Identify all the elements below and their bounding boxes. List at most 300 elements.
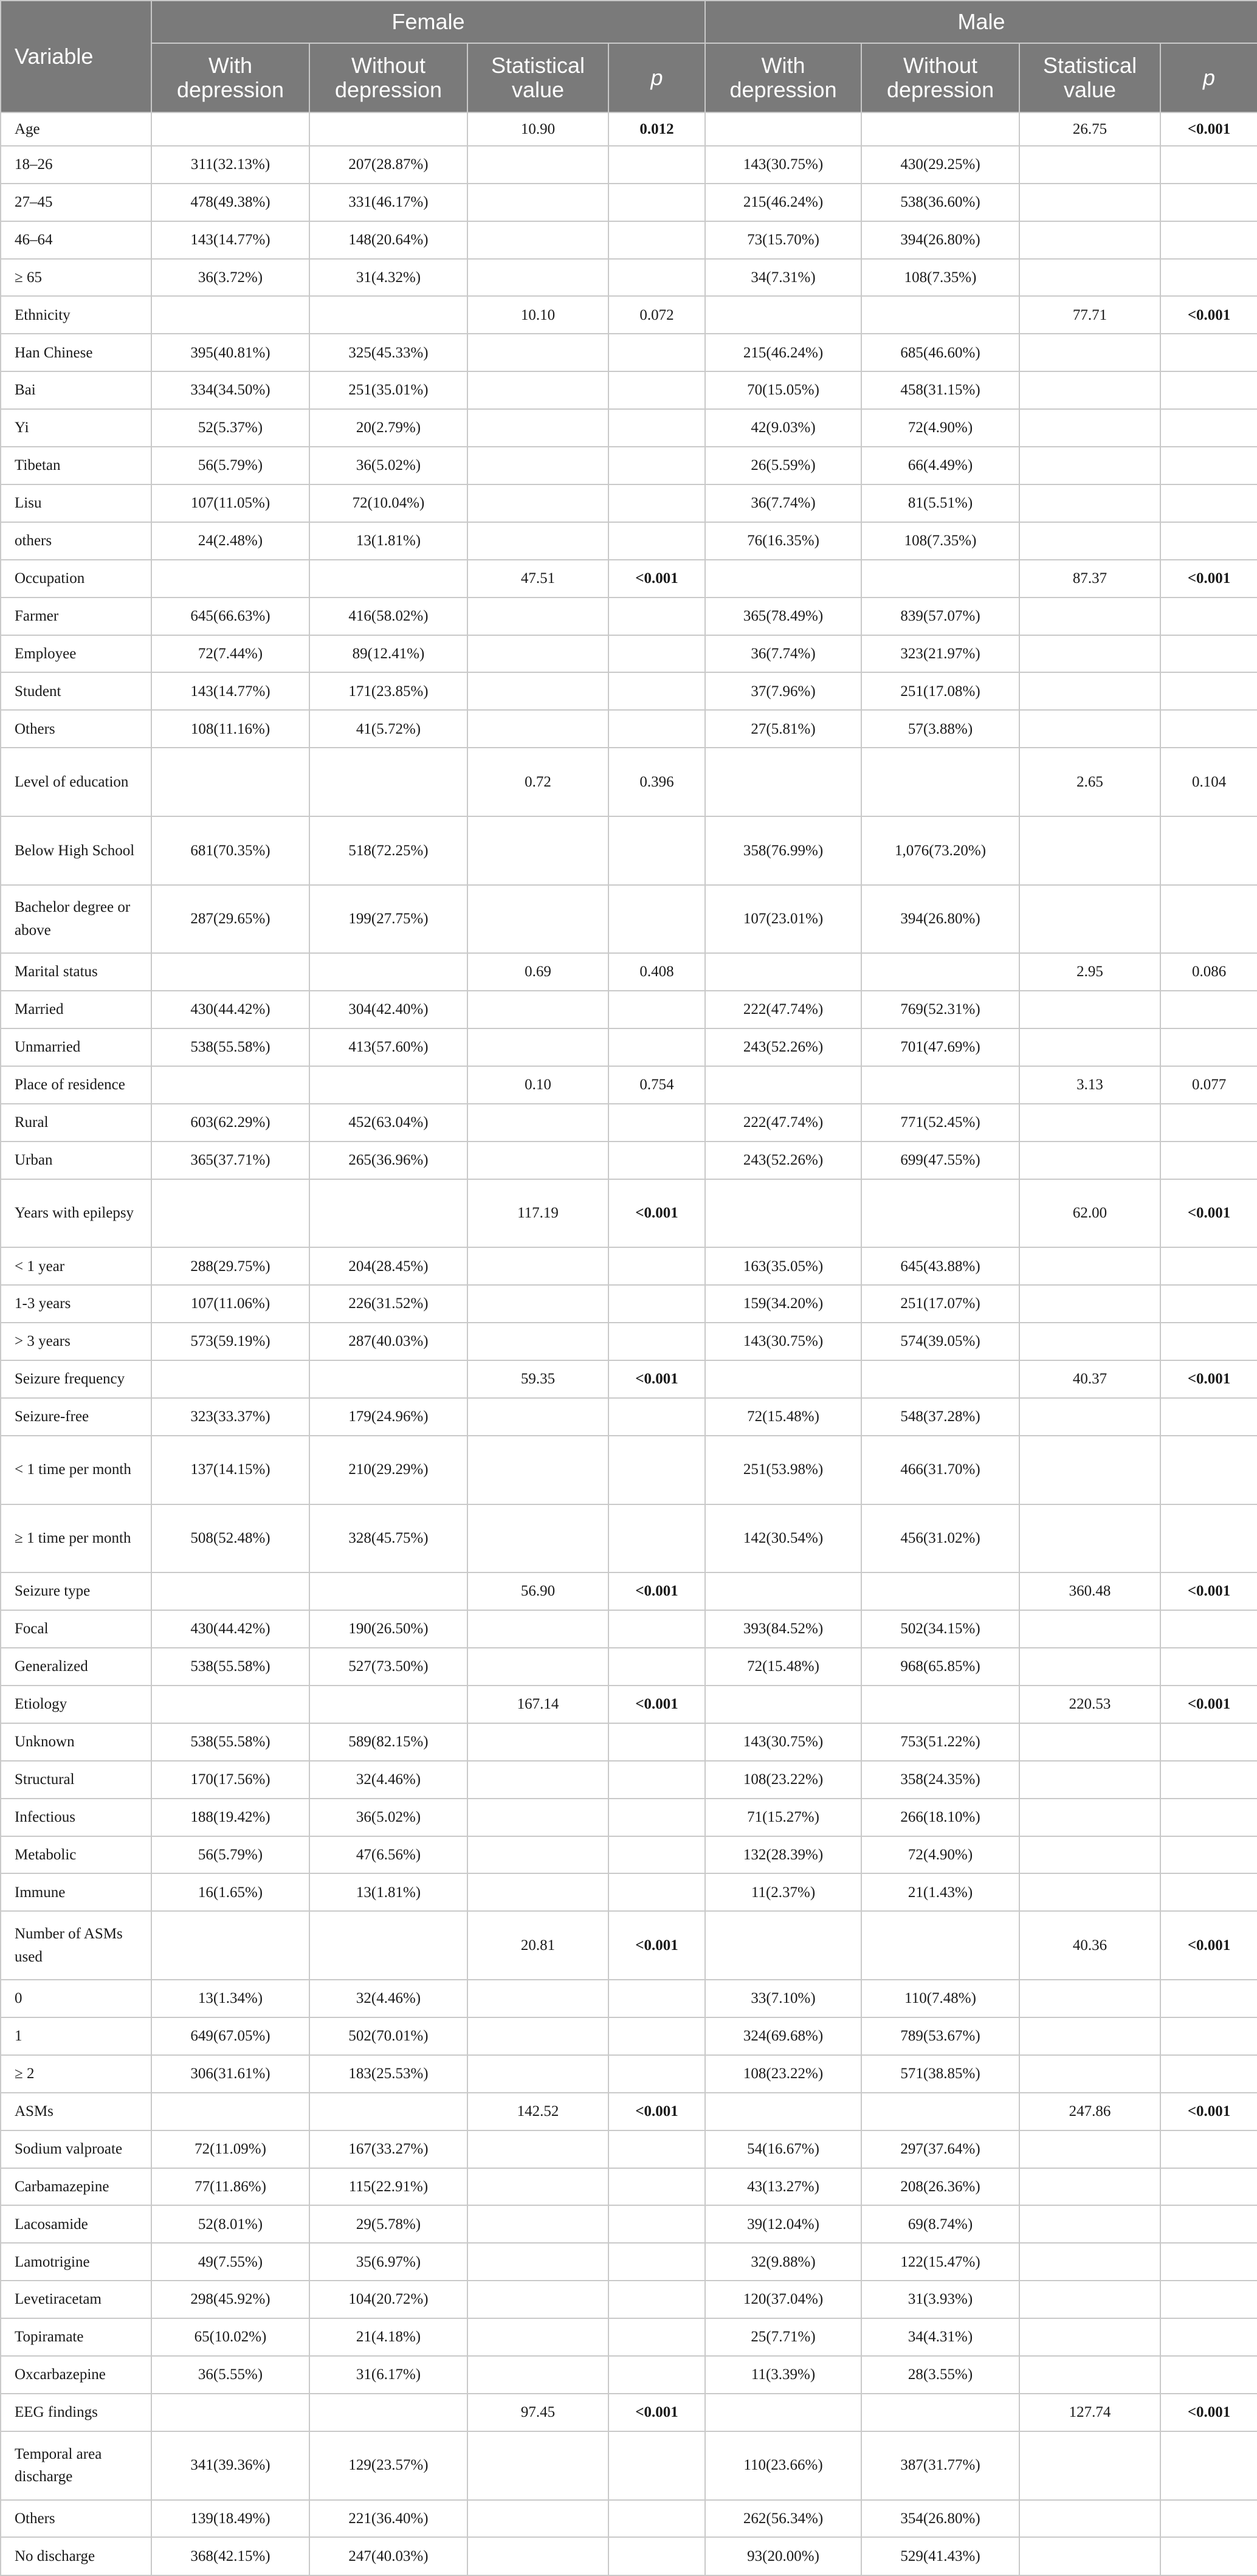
table-row: [1, 953, 1257, 991]
table-row: [1, 885, 1257, 954]
female-without-depression-cell: 518(72.25%): [309, 816, 467, 885]
female-statistical-value-cell: 0.10: [467, 1066, 608, 1104]
male-with-depression-cell: [705, 1066, 861, 1104]
female-without-depression-cell: [309, 1911, 467, 1980]
variable-cell: Unknown: [1, 1723, 151, 1761]
male-with-depression-cell: 70(15.05%): [705, 371, 861, 409]
male-with-depression-cell: 393(84.52%): [705, 1610, 861, 1648]
female-with-depression-cell: 306(31.61%): [151, 2055, 309, 2093]
female-p-cell: 0.012: [608, 112, 705, 146]
male-p-cell: [1160, 184, 1257, 221]
male-with-depression-cell: 243(52.26%): [705, 1142, 861, 1179]
male-without-depression-cell: [861, 1066, 1019, 1104]
table-row: [1, 1142, 1257, 1179]
female-with-depression-cell: 107(11.05%): [151, 484, 309, 522]
female-without-depression-cell: 589(82.15%): [309, 1723, 467, 1761]
table-row: [1, 1285, 1257, 1323]
female-p-cell: [608, 1504, 705, 1573]
female-statistical-value-cell: [467, 484, 608, 522]
male-with-depression-cell: 143(30.75%): [705, 1723, 861, 1761]
male-with-depression-cell: [705, 2093, 861, 2130]
table-row: [1, 112, 1257, 146]
female-with-depression-cell: [151, 1911, 309, 1980]
male-statistical-value-cell: [1019, 1723, 1160, 1761]
female-with-depression-cell: 298(45.92%): [151, 2281, 309, 2318]
female-p-cell: 0.072: [608, 296, 705, 334]
female-statistical-value-cell: [467, 1836, 608, 1874]
male-without-depression-cell: 538(36.60%): [861, 184, 1019, 221]
female-without-depression-cell: [309, 1066, 467, 1104]
table-row: [1, 2394, 1257, 2431]
female-statistical-value-cell: [467, 816, 608, 885]
female-statistical-value-cell: [467, 1504, 608, 1573]
female-p-cell: [608, 1323, 705, 1360]
table-row: [1, 1686, 1257, 1723]
male-without-depression-cell: 69(8.74%): [861, 2205, 1019, 2243]
male-without-depression-cell: 122(15.47%): [861, 2243, 1019, 2281]
variable-cell: Levetiracetam: [1, 2281, 151, 2318]
female-without-depression-cell: 129(23.57%): [309, 2431, 467, 2500]
female-statistical-value-cell: [467, 2243, 608, 2281]
female-statistical-value-cell: [467, 635, 608, 673]
male-without-depression-cell: 72(4.90%): [861, 409, 1019, 447]
variable-cell: Lacosamide: [1, 2205, 151, 2243]
female-with-depression-cell: 77(11.86%): [151, 2168, 309, 2206]
female-without-depression-cell: 265(36.96%): [309, 1142, 467, 1179]
female-statistical-value-cell: [467, 2537, 608, 2575]
male-without-depression-cell: 208(26.36%): [861, 2168, 1019, 2206]
variable-cell: Generalized: [1, 1648, 151, 1686]
male-statistical-value-cell: [1019, 2168, 1160, 2206]
female-with-depression-cell: [151, 296, 309, 334]
male-with-depression-cell: 73(15.70%): [705, 221, 861, 259]
male-statistical-value-cell: 40.37: [1019, 1360, 1160, 1398]
male-statistical-value-cell: 40.36: [1019, 1911, 1160, 1980]
female-statistical-value-cell: [467, 2431, 608, 2500]
male-statistical-value-cell: 360.48: [1019, 1572, 1160, 1610]
female-p-cell: [608, 2055, 705, 2093]
male-p-cell: [1160, 991, 1257, 1028]
table-row: [1, 1799, 1257, 1836]
female-with-depression-cell: 649(67.05%): [151, 2017, 309, 2055]
male-statistical-value-cell: [1019, 1247, 1160, 1285]
female-statistical-value-cell: [467, 1104, 608, 1142]
header-male-with-depression: With depression: [705, 43, 861, 112]
variable-cell: Others: [1, 710, 151, 748]
female-with-depression-cell: 36(5.55%): [151, 2356, 309, 2394]
female-statistical-value-cell: [467, 2356, 608, 2394]
variable-cell: Topiramate: [1, 2318, 151, 2356]
male-with-depression-cell: 34(7.31%): [705, 259, 861, 297]
male-statistical-value-cell: [1019, 1028, 1160, 1066]
female-p-cell: [608, 2130, 705, 2168]
female-p-cell: [608, 1723, 705, 1761]
variable-cell: Structural: [1, 1761, 151, 1799]
female-p-cell: [608, 371, 705, 409]
male-with-depression-cell: 143(30.75%): [705, 1323, 861, 1360]
male-p-cell: [1160, 1873, 1257, 1911]
table-row: [1, 1398, 1257, 1436]
male-with-depression-cell: 222(47.74%): [705, 1104, 861, 1142]
female-with-depression-cell: [151, 953, 309, 991]
female-statistical-value-cell: [467, 598, 608, 635]
male-p-cell: [1160, 635, 1257, 673]
female-p-cell: [608, 1610, 705, 1648]
female-with-depression-cell: 645(66.63%): [151, 598, 309, 635]
male-statistical-value-cell: [1019, 885, 1160, 954]
male-without-depression-cell: [861, 296, 1019, 334]
male-p-cell: <0.001: [1160, 112, 1257, 146]
male-p-cell: [1160, 1504, 1257, 1573]
male-p-cell: [1160, 2500, 1257, 2538]
variable-cell: Bai: [1, 371, 151, 409]
variable-cell: Focal: [1, 1610, 151, 1648]
table-row: [1, 409, 1257, 447]
female-without-depression-cell: 148(20.64%): [309, 221, 467, 259]
female-without-depression-cell: 32(4.46%): [309, 1761, 467, 1799]
female-p-cell: [608, 2431, 705, 2500]
variable-cell: Seizure type: [1, 1572, 151, 1610]
variable-cell: others: [1, 522, 151, 560]
female-without-depression-cell: 502(70.01%): [309, 2017, 467, 2055]
female-with-depression-cell: 573(59.19%): [151, 1323, 309, 1360]
female-with-depression-cell: 36(3.72%): [151, 259, 309, 297]
female-p-cell: [608, 146, 705, 184]
variable-cell: ≥ 65: [1, 259, 151, 297]
female-with-depression-cell: [151, 2394, 309, 2431]
male-with-depression-cell: 33(7.10%): [705, 1980, 861, 2017]
male-p-cell: [1160, 816, 1257, 885]
male-p-cell: [1160, 447, 1257, 484]
male-with-depression-cell: [705, 1686, 861, 1723]
female-without-depression-cell: [309, 1572, 467, 1610]
male-without-depression-cell: 57(3.88%): [861, 710, 1019, 748]
variable-cell: 18–26: [1, 146, 151, 184]
table-row: [1, 1723, 1257, 1761]
table-row: [1, 1648, 1257, 1686]
male-p-cell: [1160, 1247, 1257, 1285]
variable-cell: Immune: [1, 1873, 151, 1911]
female-statistical-value-cell: [467, 184, 608, 221]
header-female-p: p: [608, 43, 705, 112]
female-with-depression-cell: 430(44.42%): [151, 1610, 309, 1648]
female-p-cell: <0.001: [608, 2394, 705, 2431]
female-p-cell: [608, 2500, 705, 2538]
female-without-depression-cell: 190(26.50%): [309, 1610, 467, 1648]
female-p-cell: 0.396: [608, 748, 705, 816]
variable-cell: Others: [1, 2500, 151, 2538]
male-without-depression-cell: 387(31.77%): [861, 2431, 1019, 2500]
variable-cell: 1: [1, 2017, 151, 2055]
male-without-depression-cell: 430(29.25%): [861, 146, 1019, 184]
male-p-cell: [1160, 1398, 1257, 1436]
male-statistical-value-cell: [1019, 710, 1160, 748]
male-without-depression-cell: 466(31.70%): [861, 1436, 1019, 1504]
female-without-depression-cell: 47(6.56%): [309, 1836, 467, 1874]
male-p-cell: [1160, 1799, 1257, 1836]
table-row: [1, 484, 1257, 522]
male-p-cell: [1160, 1836, 1257, 1874]
female-without-depression-cell: 36(5.02%): [309, 447, 467, 484]
variable-cell: Metabolic: [1, 1836, 151, 1874]
female-without-depression-cell: [309, 748, 467, 816]
female-with-depression-cell: 188(19.42%): [151, 1799, 309, 1836]
table-row: [1, 1504, 1257, 1573]
male-with-depression-cell: 76(16.35%): [705, 522, 861, 560]
male-without-depression-cell: 529(41.43%): [861, 2537, 1019, 2575]
male-p-cell: [1160, 484, 1257, 522]
female-with-depression-cell: 49(7.55%): [151, 2243, 309, 2281]
female-without-depression-cell: 452(63.04%): [309, 1104, 467, 1142]
male-p-cell: [1160, 2431, 1257, 2500]
table-row: [1, 2500, 1257, 2538]
table-row: [1, 1436, 1257, 1504]
table-row: [1, 748, 1257, 816]
table-row: [1, 560, 1257, 598]
male-without-depression-cell: 394(26.80%): [861, 221, 1019, 259]
male-with-depression-cell: 120(37.04%): [705, 2281, 861, 2318]
male-statistical-value-cell: [1019, 2318, 1160, 2356]
variable-cell: 27–45: [1, 184, 151, 221]
male-p-cell: <0.001: [1160, 560, 1257, 598]
female-p-cell: [608, 1285, 705, 1323]
male-without-depression-cell: [861, 1572, 1019, 1610]
female-p-cell: [608, 2537, 705, 2575]
variable-cell: Temporal area discharge: [1, 2431, 151, 2500]
male-without-depression-cell: 771(52.45%): [861, 1104, 1019, 1142]
male-statistical-value-cell: [1019, 1836, 1160, 1874]
female-p-cell: [608, 1980, 705, 2017]
female-without-depression-cell: 179(24.96%): [309, 1398, 467, 1436]
female-statistical-value-cell: 97.45: [467, 2394, 608, 2431]
male-p-cell: <0.001: [1160, 1911, 1257, 1980]
male-p-cell: [1160, 1648, 1257, 1686]
variable-cell: ≥ 1 time per month: [1, 1504, 151, 1573]
male-statistical-value-cell: [1019, 484, 1160, 522]
female-without-depression-cell: 36(5.02%): [309, 1799, 467, 1836]
female-without-depression-cell: 221(36.40%): [309, 2500, 467, 2538]
female-with-depression-cell: 107(11.06%): [151, 1285, 309, 1323]
table-row: [1, 1066, 1257, 1104]
table-row: [1, 2537, 1257, 2575]
male-p-cell: <0.001: [1160, 1179, 1257, 1248]
female-with-depression-cell: 108(11.16%): [151, 710, 309, 748]
male-p-cell: [1160, 1142, 1257, 1179]
female-without-depression-cell: 104(20.72%): [309, 2281, 467, 2318]
variable-cell: < 1 time per month: [1, 1436, 151, 1504]
female-statistical-value-cell: [467, 1980, 608, 2017]
table-row: [1, 1028, 1257, 1066]
male-with-depression-cell: 32(9.88%): [705, 2243, 861, 2281]
variable-cell: > 3 years: [1, 1323, 151, 1360]
male-p-cell: <0.001: [1160, 2394, 1257, 2431]
male-statistical-value-cell: 2.65: [1019, 748, 1160, 816]
female-statistical-value-cell: 117.19: [467, 1179, 608, 1248]
female-statistical-value-cell: [467, 2130, 608, 2168]
male-without-depression-cell: 323(21.97%): [861, 635, 1019, 673]
female-with-depression-cell: [151, 1572, 309, 1610]
female-statistical-value-cell: 167.14: [467, 1686, 608, 1723]
male-without-depression-cell: 645(43.88%): [861, 1247, 1019, 1285]
female-with-depression-cell: 24(2.48%): [151, 522, 309, 560]
female-without-depression-cell: [309, 112, 467, 146]
table-row: [1, 1360, 1257, 1398]
table-row: [1, 184, 1257, 221]
female-statistical-value-cell: [467, 146, 608, 184]
female-without-depression-cell: 199(27.75%): [309, 885, 467, 954]
female-without-depression-cell: 13(1.81%): [309, 1873, 467, 1911]
female-p-cell: [608, 672, 705, 710]
male-without-depression-cell: 685(46.60%): [861, 334, 1019, 371]
male-statistical-value-cell: [1019, 1104, 1160, 1142]
female-without-depression-cell: 210(29.29%): [309, 1436, 467, 1504]
male-p-cell: [1160, 2130, 1257, 2168]
male-p-cell: [1160, 1028, 1257, 1066]
female-without-depression-cell: 325(45.33%): [309, 334, 467, 371]
female-with-depression-cell: [151, 1360, 309, 1398]
male-with-depression-cell: 251(53.98%): [705, 1436, 861, 1504]
male-statistical-value-cell: [1019, 2130, 1160, 2168]
table-row: [1, 2356, 1257, 2394]
female-without-depression-cell: [309, 296, 467, 334]
female-p-cell: [608, 1799, 705, 1836]
male-with-depression-cell: 11(3.39%): [705, 2356, 861, 2394]
female-p-cell: <0.001: [608, 1179, 705, 1248]
female-p-cell: [608, 991, 705, 1028]
male-p-cell: <0.001: [1160, 1686, 1257, 1723]
female-statistical-value-cell: 20.81: [467, 1911, 608, 1980]
female-statistical-value-cell: [467, 1028, 608, 1066]
female-p-cell: [608, 635, 705, 673]
male-with-depression-cell: 142(30.54%): [705, 1504, 861, 1573]
female-statistical-value-cell: [467, 2500, 608, 2538]
variable-cell: Occupation: [1, 560, 151, 598]
female-statistical-value-cell: 56.90: [467, 1572, 608, 1610]
male-statistical-value-cell: 77.71: [1019, 296, 1160, 334]
female-with-depression-cell: 13(1.34%): [151, 1980, 309, 2017]
male-p-cell: [1160, 1285, 1257, 1323]
female-without-depression-cell: 183(25.53%): [309, 2055, 467, 2093]
table-row: [1, 1247, 1257, 1285]
female-with-depression-cell: 143(14.77%): [151, 672, 309, 710]
female-without-depression-cell: 32(4.46%): [309, 1980, 467, 2017]
female-p-cell: [608, 409, 705, 447]
male-p-cell: [1160, 2055, 1257, 2093]
table-row: [1, 635, 1257, 673]
table-row: [1, 334, 1257, 371]
male-with-depression-cell: 72(15.48%): [705, 1648, 861, 1686]
female-without-depression-cell: 21(4.18%): [309, 2318, 467, 2356]
female-p-cell: <0.001: [608, 1911, 705, 1980]
variable-cell: < 1 year: [1, 1247, 151, 1285]
male-statistical-value-cell: [1019, 146, 1160, 184]
female-with-depression-cell: 170(17.56%): [151, 1761, 309, 1799]
male-with-depression-cell: 159(34.20%): [705, 1285, 861, 1323]
male-without-depression-cell: 571(38.85%): [861, 2055, 1019, 2093]
male-with-depression-cell: 37(7.96%): [705, 672, 861, 710]
male-statistical-value-cell: [1019, 522, 1160, 560]
male-with-depression-cell: 215(46.24%): [705, 184, 861, 221]
variable-cell: ASMs: [1, 2093, 151, 2130]
female-p-cell: [608, 2318, 705, 2356]
female-p-cell: [608, 2281, 705, 2318]
male-p-cell: [1160, 1104, 1257, 1142]
table-row: [1, 2205, 1257, 2243]
female-statistical-value-cell: [467, 710, 608, 748]
female-p-cell: [608, 1104, 705, 1142]
female-p-cell: [608, 2168, 705, 2206]
female-with-depression-cell: 52(8.01%): [151, 2205, 309, 2243]
male-statistical-value-cell: [1019, 2431, 1160, 2500]
variable-cell: 0: [1, 1980, 151, 2017]
male-statistical-value-cell: 3.13: [1019, 1066, 1160, 1104]
male-without-depression-cell: 839(57.07%): [861, 598, 1019, 635]
female-p-cell: [608, 259, 705, 297]
male-statistical-value-cell: [1019, 184, 1160, 221]
female-statistical-value-cell: [467, 672, 608, 710]
table-body: [1, 112, 1257, 2575]
male-p-cell: [1160, 2168, 1257, 2206]
female-without-depression-cell: [309, 2093, 467, 2130]
table-row: [1, 2168, 1257, 2206]
male-statistical-value-cell: 87.37: [1019, 560, 1160, 598]
female-without-depression-cell: 115(22.91%): [309, 2168, 467, 2206]
female-with-depression-cell: 287(29.65%): [151, 885, 309, 954]
male-with-depression-cell: 27(5.81%): [705, 710, 861, 748]
female-p-cell: <0.001: [608, 1572, 705, 1610]
header-female-without-depression: Without depression: [309, 43, 467, 112]
variable-cell: 46–64: [1, 221, 151, 259]
male-statistical-value-cell: [1019, 2356, 1160, 2394]
female-without-depression-cell: 287(40.03%): [309, 1323, 467, 1360]
table-row: [1, 816, 1257, 885]
male-with-depression-cell: [705, 748, 861, 816]
male-p-cell: [1160, 221, 1257, 259]
female-without-depression-cell: 207(28.87%): [309, 146, 467, 184]
male-without-depression-cell: 458(31.15%): [861, 371, 1019, 409]
female-with-depression-cell: 538(55.58%): [151, 1723, 309, 1761]
table-row: [1, 2431, 1257, 2500]
female-statistical-value-cell: [467, 1761, 608, 1799]
female-with-depression-cell: 16(1.65%): [151, 1873, 309, 1911]
table-row: [1, 991, 1257, 1028]
female-with-depression-cell: [151, 1179, 309, 1248]
variable-cell: Unmarried: [1, 1028, 151, 1066]
female-with-depression-cell: 143(14.77%): [151, 221, 309, 259]
female-with-depression-cell: 139(18.49%): [151, 2500, 309, 2538]
male-with-depression-cell: 11(2.37%): [705, 1873, 861, 1911]
male-with-depression-cell: 222(47.74%): [705, 991, 861, 1028]
male-p-cell: [1160, 259, 1257, 297]
female-p-cell: <0.001: [608, 1360, 705, 1398]
male-p-cell: [1160, 1761, 1257, 1799]
female-with-depression-cell: [151, 748, 309, 816]
variable-cell: Seizure frequency: [1, 1360, 151, 1398]
female-p-cell: [608, 1436, 705, 1504]
female-statistical-value-cell: [467, 2205, 608, 2243]
male-p-cell: <0.001: [1160, 1360, 1257, 1398]
male-with-depression-cell: [705, 296, 861, 334]
male-statistical-value-cell: [1019, 1648, 1160, 1686]
table-row: [1, 1761, 1257, 1799]
male-p-cell: <0.001: [1160, 2093, 1257, 2130]
table-row: [1, 296, 1257, 334]
variable-cell: No discharge: [1, 2537, 151, 2575]
male-without-depression-cell: 110(7.48%): [861, 1980, 1019, 2017]
female-p-cell: [608, 1142, 705, 1179]
table-row: [1, 1610, 1257, 1648]
female-without-depression-cell: 251(35.01%): [309, 371, 467, 409]
